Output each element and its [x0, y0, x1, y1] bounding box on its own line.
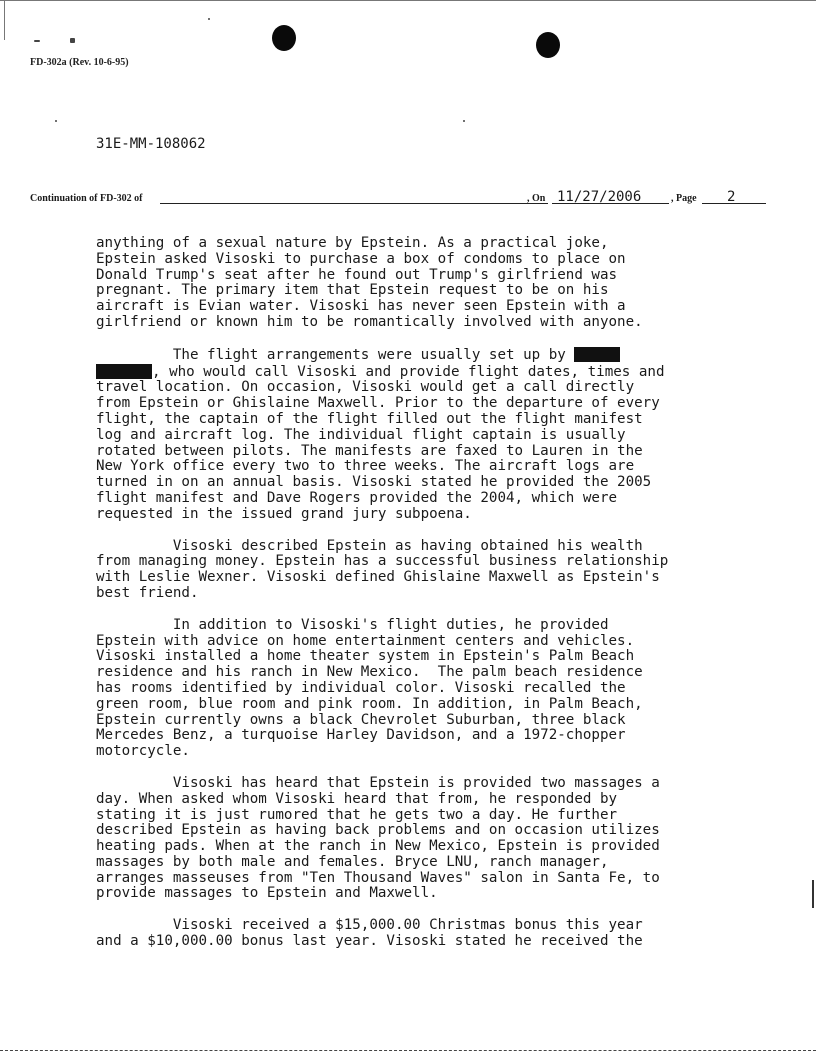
on-label: , On: [527, 193, 546, 204]
continuation-label: Continuation of FD-302 of: [30, 193, 143, 204]
scan-speck: [463, 120, 465, 122]
paragraph-4: In addition to Visoski's flight duties, he provided Epstein with advice on home entertainment centers and vehicles. Visoski installed a home theater system in Epstein's Palm Beach residence and his ranch in New Mexico. The palm beach residence has rooms identified by individual color. Visoski recalled the green room, blue room and pink room. In addition, in Palm Beach, Epstein currently owns a black Chevrolet Suburban, three black Mercedes Benz, a turquoise Harley Davidson, and a 1972-chopper motorcycle.: [96, 616, 643, 760]
page-bottom-edge: [0, 1050, 816, 1051]
paragraph-1: anything of a sexual nature by Epstein. As a practical joke, Epstein asked Visoski to purchase a box of condoms to place on Donald Trump's seat after he found out Trump's girlfriend was pregnant. The primary item that Epstein request to be on his aircraft is Evian water. Visoski has never seen Epstein with a girlfriend or known him to be romantically involved with anyone.: [96, 235, 643, 330]
form-identifier: FD-302a (Rev. 10-6-95): [30, 57, 129, 68]
file-number: 31E-MM-108062: [96, 136, 206, 152]
continuation-line: [30, 188, 770, 206]
page-left-edge: [4, 0, 5, 40]
paragraph-2-line-2: , who would call Visoski and provide flight dates, times and: [152, 363, 665, 380]
punch-hole: [272, 25, 296, 51]
scan-speck: [208, 18, 210, 20]
paragraph-2-line-1: The flight arrangements were usually set up by: [96, 346, 575, 363]
scan-speck: [34, 40, 40, 42]
document-body: [96, 236, 736, 966]
page-label: , Page: [671, 193, 697, 204]
paragraph-6: Visoski received a $15,000.00 Christmas bonus this year and a $10,000.00 bonus last year. Visoski stated he received the: [96, 917, 643, 950]
scan-speck: [70, 38, 75, 43]
paragraph-5: Visoski has heard that Epstein is provided two massages a day. When asked whom Visoski heard that from, he responded by stating it is just rumored that he gets two a day. He further described Epstein as having back problems and on occasion utilizes heating pads. When at the ranch in New Mexico, Epstein is provided massages by both male and females. Bryce LNU, ranch manager, arranges masseuses from "Ten Thousand Waves" salon in Santa Fe, to provide massages to Epstein and Maxwell.: [96, 774, 660, 902]
redaction-box: [96, 364, 152, 379]
page-right-edge-mark: [812, 880, 814, 908]
redaction-box: [574, 347, 620, 362]
page-number: 2: [727, 189, 736, 205]
subject-rule: [160, 203, 548, 204]
paragraph-2: [96, 347, 736, 523]
paragraph-3: Visoski described Epstein as having obtained his wealth from managing money. Epstein has a successful business relationship with Leslie Wexner. Visoski defined Ghislaine Maxwell as Epstein's best friend.: [96, 537, 669, 601]
punch-hole: [536, 32, 560, 58]
scan-speck: [55, 120, 57, 122]
report-date: 11/27/2006: [557, 189, 642, 205]
paragraph-2-rest: travel location. On occasion, Visoski would get a call directly from Epstein or Ghislaine Maxwell. Prior to the departure of every flight, the captain of the flight filled out the flight manifest log and aircraft log. The individual flight captain is usually rotated between pilots. The manifests are faxed to Lauren in the New York office every two to three weeks. The aircraft logs are turned in on an annual basis. Visoski stated he provided the 2005 flight manifest and Dave Rogers provided the 2004, which were requested in the issued grand jury subpoena.: [96, 379, 660, 522]
page-top-edge: [0, 0, 816, 1]
